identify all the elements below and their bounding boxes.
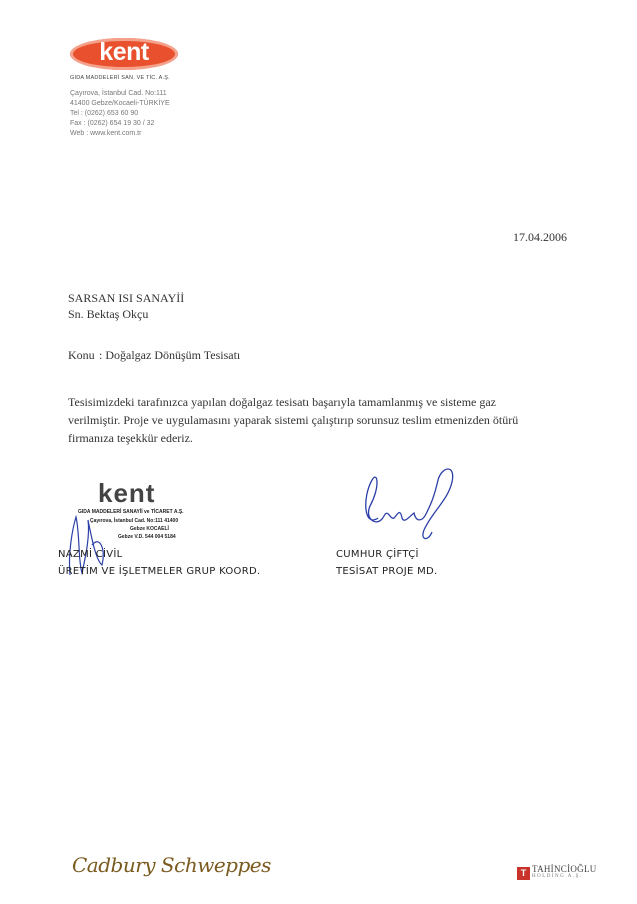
- signatory-name: CUMHUR ÇİFTÇİ: [336, 549, 419, 560]
- web-line: Web : www.kent.com.tr: [70, 130, 142, 137]
- tahincioglu-text: [532, 866, 597, 880]
- recipient-block: [68, 290, 184, 322]
- tahincioglu-name: TAHİNCİOĞLU: [532, 864, 597, 874]
- tahincioglu-sub: HOLDİNG A.Ş.: [532, 874, 583, 879]
- signature-right: [358, 458, 468, 548]
- recipient-company: SARSAN ISI SANAYİİ: [68, 291, 185, 305]
- stamp-line: Gebze KOCAELİ: [130, 526, 169, 532]
- stamp-line: Gebze V.D. 544 004 5184: [118, 534, 176, 540]
- signatory-left: [58, 546, 260, 580]
- tahincioglu-logo: [517, 866, 597, 880]
- body-line: verilmiştir. Proje ve uygulamasını yaparak sistemi çalıştırıp sorunsuz teslim etmenizden ötürü: [68, 413, 519, 427]
- signatory-right: [336, 546, 438, 580]
- recipient-person: Sn. Bektaş Okçu: [68, 307, 149, 321]
- company-name: GIDA MADDELERİ SAN. VE TİC. A.Ş.: [70, 75, 170, 81]
- stamp-line: Çayırova, İstanbul Cad. No:111 41400: [90, 518, 179, 524]
- kent-logo: [70, 38, 178, 70]
- kent-logo-text: kent: [99, 38, 149, 66]
- signatory-title: TESİSAT PROJE MD.: [336, 566, 438, 577]
- signatory-name: NAZMİ CİVİL: [58, 549, 123, 560]
- subject-text: : Doğalgaz Dönüşüm Tesisatı: [99, 348, 241, 362]
- subject-line: [68, 348, 240, 363]
- subject-label: Konu: [68, 348, 95, 362]
- stamp-line: GIDA MADDELERİ SANAYİİ ve TİCARET A.Ş.: [78, 509, 184, 515]
- letter-body: [68, 393, 588, 447]
- phone-line: Tel : (0262) 653 60 90: [70, 110, 139, 117]
- address-line: Çayırova, İstanbul Cad. No:111: [70, 90, 167, 97]
- tahincioglu-mark-icon: T: [517, 867, 530, 880]
- fax-line: Fax : (0262) 654 19 30 / 32: [70, 120, 155, 127]
- stamp-logo: kent: [98, 478, 156, 508]
- letter-date: 17.04.2006: [513, 230, 567, 244]
- company-address: [70, 89, 170, 139]
- signatory-title: ÜRETİM VE İŞLETMELER GRUP KOORD.: [58, 566, 261, 577]
- body-line: Tesisimizdeki tarafınızca yapılan doğalgaz tesisatı başarıyla tamamlanmış ve sisteme gaz: [68, 395, 497, 409]
- address-line: 41400 Gebze/Kocaeli-TÜRKİYE: [70, 100, 170, 107]
- cadbury-schweppes-logo: Cadbury Schweppes: [72, 853, 271, 877]
- body-line: firmanıza teşekkür ederiz.: [68, 431, 193, 445]
